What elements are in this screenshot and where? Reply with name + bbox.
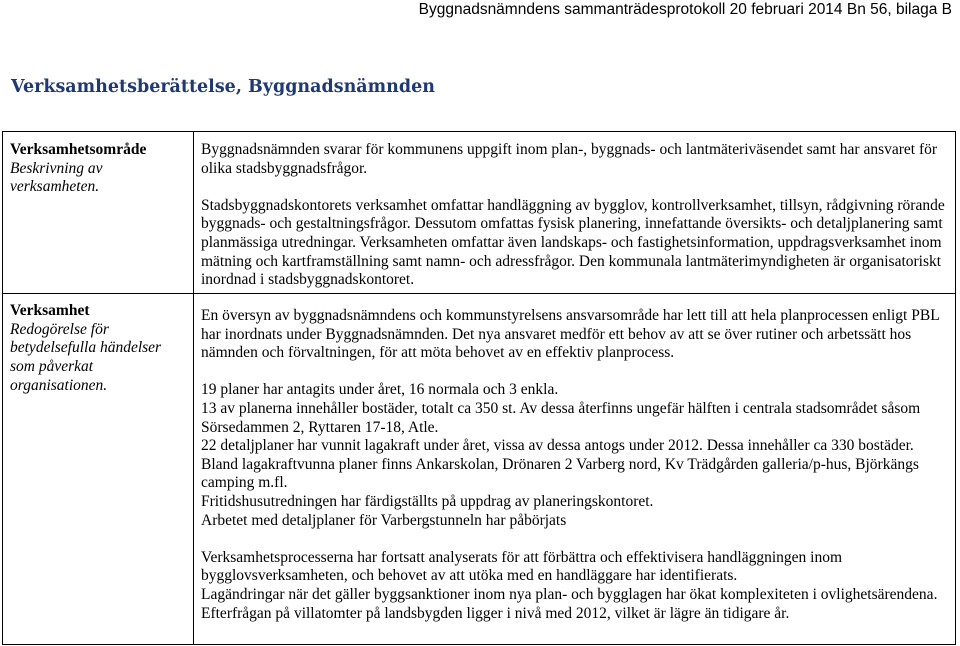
list-line: Verksamhetsprocesserna har fortsatt analyserats för att förbättra och effektivisera handläggningen inom bygglovsverksamheten, och behovet av att utöka med en handläggare har identifierats. [201,548,843,585]
row-divider [3,293,955,294]
paragraph: Byggnadsnämnden svarar för kommunens uppgift inom plan-, byggnads- och lantmäteriväsendet samt har ansvaret för olika stadsbyggnadsfrågor. [201,141,938,177]
row-sublabel: Redogörelse för betydelsefulla händelser som påverkat organisationen. [10,320,162,394]
list-line: 22 detaljplaner har vunnit lagakraft under året, vissa av dessa antogs under 2012. Dessa innehåller ca 330 bostäder. Bland lagakraftvunna planer finns Ankarskolan, Drönaren 2 Varberg nord, Kv Trädgården galleria/p-hus, Björkängs camping m.fl. [201,437,919,492]
row-label-cell [10,302,180,396]
row-content-cell [201,307,953,623]
document-title: Verksamhetsberättelse, Byggnadsnämnden [11,77,435,97]
list-line: Efterfrågan på villatomter på landsbygden ligger i nivå med 2012, vilket är lägre än tidigare år. [201,604,790,622]
report-table [2,131,956,645]
column-divider [193,132,194,644]
row-label: Verksamhet [10,302,90,319]
row-label-cell [10,141,180,197]
paragraph: Stadsbyggnadskontorets verksamhet omfattar handläggning av bygglov, kontrollverksamhet, tillsyn, rådgivning rörande byggnads- och gestaltningsfrågor. Dessutom omfattas fysisk planering, innefattande översikts- och detaljplanering samt planmässiga utredningar. Verksamheten omfattar även landskaps- och fastighetsinformation, uppdragsverksamhet inom mätning och kartframställning samt namn- och adressfrågor. Den kommunala lantmäterimyndigheten är organisatoriskt inordnad i stadsbyggnadskontoret. [201,196,945,289]
row-sublabel: Beskrivning av verksamheten. [10,159,103,196]
list-line: 13 av planerna innehåller bostäder, totalt ca 350 st. Av dessa återfinns ungefär hälften i centrala stadsområdet såsom Sörsedammen 2, Ryttaren 17-18, Atle. [201,399,921,436]
page-header: Byggnadsnämndens sammanträdesprotokoll 20 februari 2014 Bn 56, bilaga B [418,1,952,18]
list-line: Lagändringar när det gäller byggsanktioner inom nya plan- och bygglagen har ökat komplexiteten i ovlighetsärendena. [201,585,938,603]
list-line: 19 planer har antagits under året, 16 normala och 3 enkla. [201,381,559,399]
paragraph: En översyn av byggnadsnämndens och kommunstyrelsens ansvarsområde har lett till att hela planprocessen enligt PBL har inordnats under Byggnadsnämnden. Det nya ansvaret medför ett behov av att se över rutiner och arbetssätt hos nämnden och förvaltningen, för att möta behovet av en effektiv planprocess. [201,307,940,362]
row-content-cell [201,141,953,290]
list-line: Fritidshusutredningen har färdigställts på uppdrag av planeringskontoret. [201,492,654,510]
row-label: Verksamhetsområde [10,141,147,158]
list-line: Arbetet med detaljplaner för Varbergstunneln har påbörjats [201,511,567,529]
